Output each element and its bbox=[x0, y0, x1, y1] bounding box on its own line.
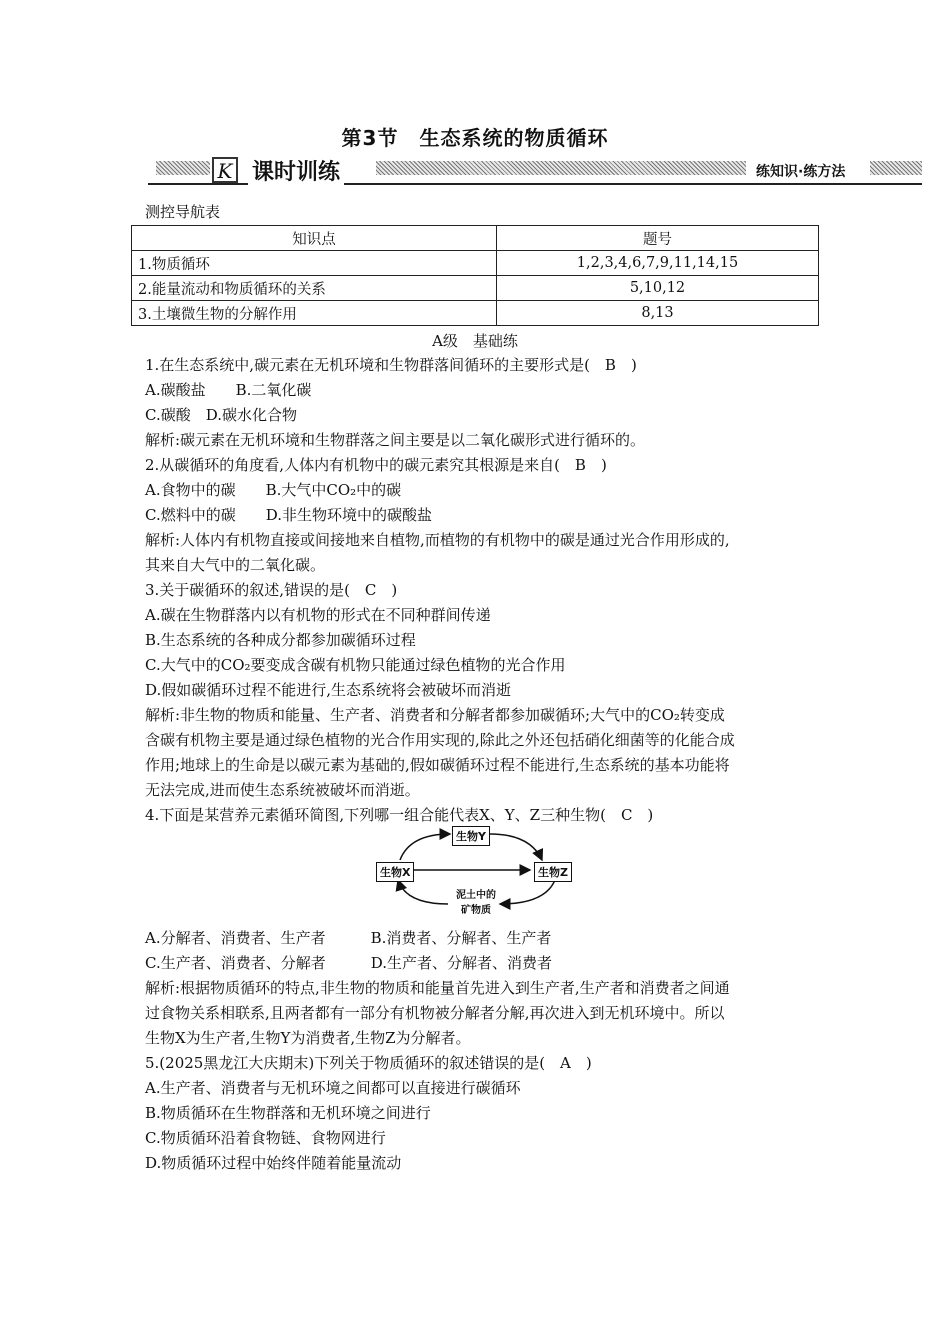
box-organism-z: 生物Z bbox=[534, 862, 572, 882]
text-line: 解析:碳元素在无机环境和生物群落之间主要是以二氧化碳形式进行循环的。 bbox=[145, 431, 646, 449]
text-line: 含碳有机物主要是通过绿色植物的光合作用实现的,除此之外还包括硝化细菌等的化能合成 bbox=[145, 731, 735, 749]
banner-stripe bbox=[156, 161, 210, 175]
banner-stripe bbox=[376, 161, 746, 175]
text-line: A.碳在生物群落内以有机物的形式在不同种群间传递 bbox=[145, 606, 491, 624]
section-banner bbox=[148, 157, 922, 187]
table-header-row bbox=[132, 226, 819, 251]
table-row bbox=[132, 276, 819, 301]
text-line: A.分解者、消费者、生产者 B.消费者、分解者、生产者 bbox=[145, 929, 552, 947]
text-line: 解析:人体内有机物直接或间接地来自植物,而植物的有机物中的碳是通过光合作用形成的, bbox=[145, 531, 730, 549]
page-title: 第3节 生态系统的物质循环 bbox=[341, 126, 609, 150]
text-line: C.大气中的CO₂要变成含碳有机物只能通过绿色植物的光合作用 bbox=[145, 656, 566, 674]
banner-title: 课时训练 bbox=[248, 155, 344, 186]
table-caption: 测控导航表 bbox=[145, 203, 221, 221]
cycle-diagram bbox=[370, 822, 580, 917]
text-line: 4.下面是某营养元素循环简图,下列哪一组合能代表X、Y、Z三种生物( C ) bbox=[145, 806, 654, 824]
text-line: 2.从碳循环的角度看,人体内有机物中的碳元素究其根源是来自( B ) bbox=[145, 456, 607, 474]
table-cell: 8,13 bbox=[497, 301, 819, 326]
text-line: B.生态系统的各种成分都参加碳循环过程 bbox=[145, 631, 416, 649]
table-header: 知识点 bbox=[132, 226, 497, 251]
soil-label-line1: 泥土中的 bbox=[456, 890, 496, 901]
text-line: A.生产者、消费者与无机环境之间都可以直接进行碳循环 bbox=[145, 1079, 521, 1097]
text-line: 3.关于碳循环的叙述,错误的是( C ) bbox=[145, 581, 398, 599]
text-line: C.碳酸 D.碳水化合物 bbox=[145, 406, 297, 424]
text-line: 1.在生态系统中,碳元素在无机环境和生物群落间循环的主要形式是( B ) bbox=[145, 356, 637, 374]
text-line: 解析:根据物质循环的特点,非生物的物质和能量首先进入到生产者,生产者和消费者之间通 bbox=[145, 979, 730, 997]
soil-mineral-label bbox=[448, 886, 504, 916]
level-heading: A级 基础练 bbox=[432, 332, 518, 350]
banner-stripe bbox=[870, 161, 922, 175]
table-cell: 1.物质循环 bbox=[132, 251, 497, 276]
text-line: A.食物中的碳 B.大气中CO₂中的碳 bbox=[145, 481, 402, 499]
banner-logo-icon: K bbox=[212, 157, 238, 183]
text-line: 过食物关系相联系,且两者都有一部分有机物被分解者分解,再次进入到无机环境中。所以 bbox=[145, 1004, 725, 1022]
text-line: A.碳酸盐 B.二氧化碳 bbox=[145, 381, 312, 399]
table-cell: 3.土壤微生物的分解作用 bbox=[132, 301, 497, 326]
box-organism-y: 生物Y bbox=[452, 826, 490, 846]
text-line: C.生产者、消费者、分解者 D.生产者、分解者、消费者 bbox=[145, 954, 552, 972]
text-line: 无法完成,进而使生态系统被破坏而消逝。 bbox=[145, 781, 420, 799]
table-row bbox=[132, 301, 819, 326]
box-organism-x: 生物X bbox=[376, 862, 414, 882]
text-line: 作用;地球上的生命是以碳元素为基础的,假如碳循环过程不能进行,生态系统的基本功能将 bbox=[145, 756, 730, 774]
text-line: 解析:非生物的物质和能量、生产者、消费者和分解者都参加碳循环;大气中的CO₂转变成 bbox=[145, 706, 725, 724]
text-line: 生物X为生产者,生物Y为消费者,生物Z为分解者。 bbox=[145, 1029, 471, 1047]
table-cell: 5,10,12 bbox=[497, 276, 819, 301]
table-header: 题号 bbox=[497, 226, 819, 251]
text-line: 5.(2025黑龙江大庆期末)下列关于物质循环的叙述错误的是( A ) bbox=[145, 1054, 592, 1072]
table-row bbox=[132, 251, 819, 276]
table-cell: 1,2,3,4,6,7,9,11,14,15 bbox=[497, 251, 819, 276]
soil-label-line2: 矿物质 bbox=[461, 905, 491, 916]
text-line: C.物质循环沿着食物链、食物网进行 bbox=[145, 1129, 386, 1147]
text-line: 其来自大气中的二氧化碳。 bbox=[145, 556, 326, 574]
text-line: D.假如碳循环过程不能进行,生态系统将会被破坏而消逝 bbox=[145, 681, 512, 699]
banner-tag: 练知识·练方法 bbox=[752, 161, 849, 181]
text-line: D.物质循环过程中始终伴随着能量流动 bbox=[145, 1154, 402, 1172]
table-cell: 2.能量流动和物质循环的关系 bbox=[132, 276, 497, 301]
text-line: C.燃料中的碳 D.非生物环境中的碳酸盐 bbox=[145, 506, 432, 524]
text-line: B.物质循环在生物群落和无机环境之间进行 bbox=[145, 1104, 431, 1122]
navigation-table bbox=[131, 225, 819, 326]
